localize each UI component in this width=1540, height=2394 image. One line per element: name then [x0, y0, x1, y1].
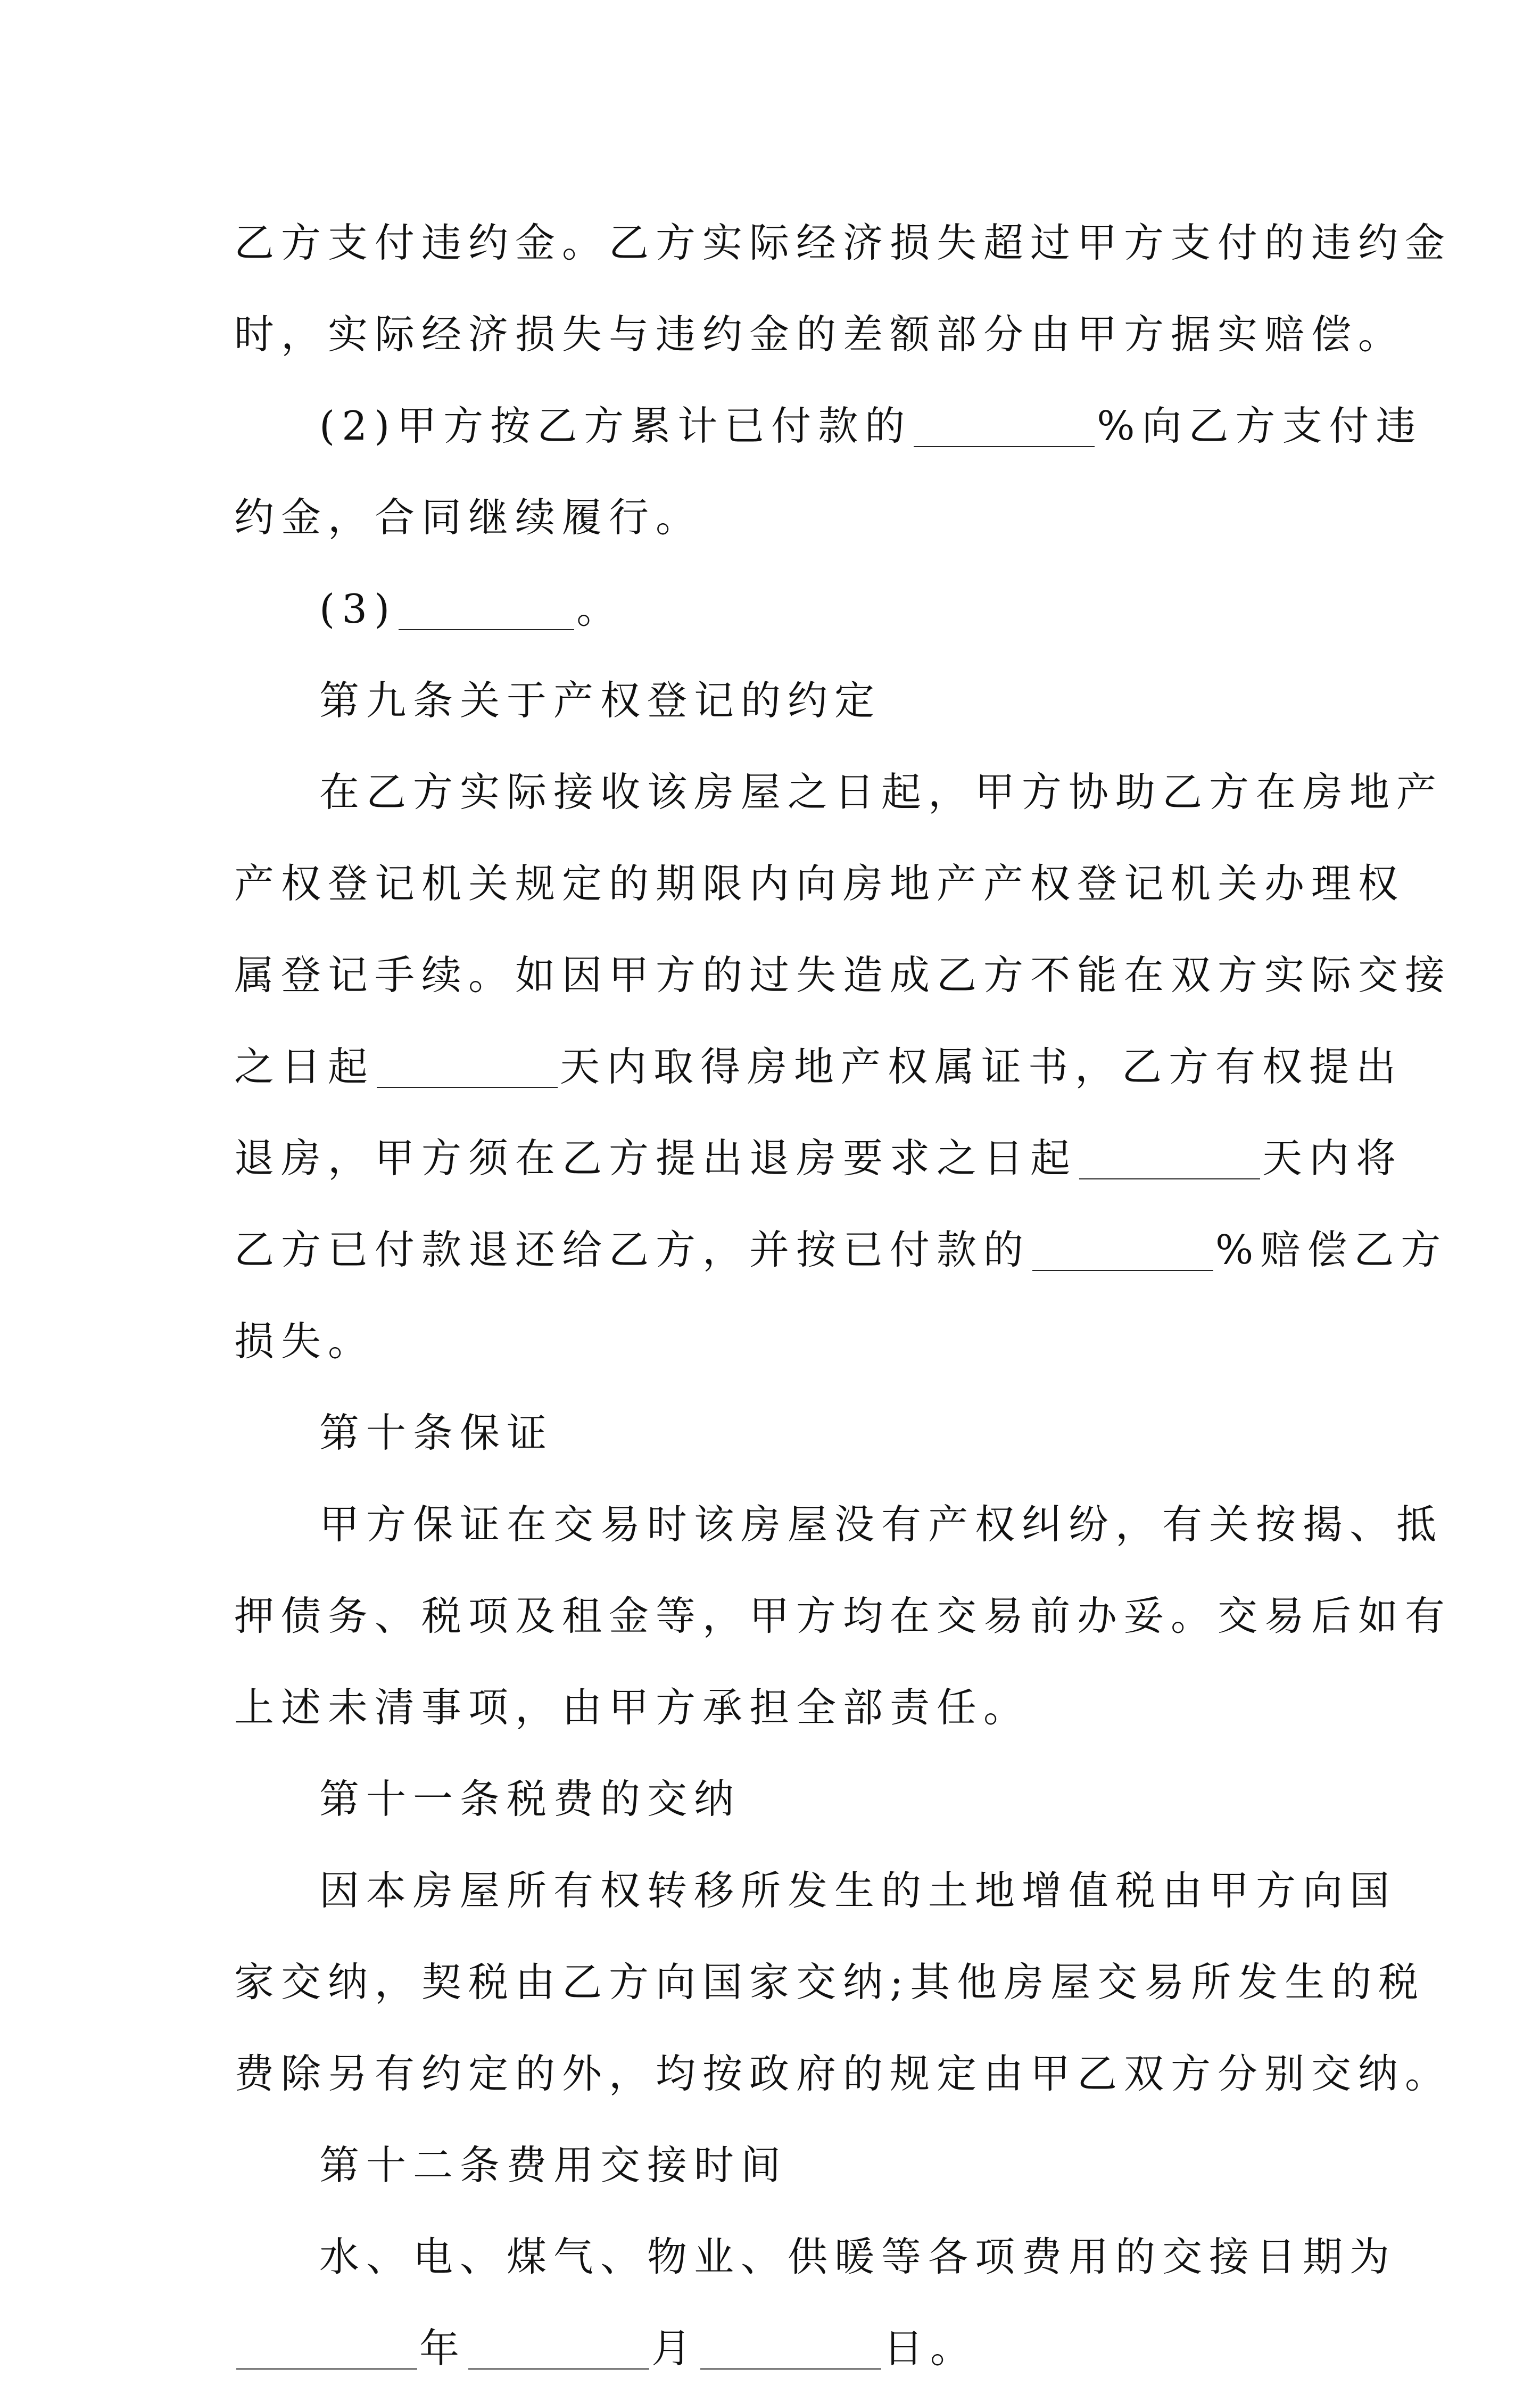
text-segment: 乙方已付款退还给乙方，并按已付款的: [234, 1226, 1031, 1273]
text-line: [234, 1845, 1397, 1936]
text-line: [234, 288, 1405, 380]
text-segment: 。: [576, 585, 624, 632]
fill-in-blank[interactable]: [399, 587, 574, 630]
text-segment: 因本房屋所有权转移所发生的土地增值税由甲方向国: [319, 1867, 1397, 1914]
text-segment: 第九条关于产权登记的约定: [319, 677, 882, 724]
text-segment: 时，实际经济损失与违约金的差额部分由甲方据实赔偿。: [234, 311, 1405, 358]
text-segment: 第十条保证: [319, 1409, 554, 1456]
text-line: [234, 1021, 1403, 1112]
text-segment: 在乙方实际接收该房屋之日起，甲方协助乙方在房地产: [319, 769, 1444, 815]
text-segment: 产权登记机关规定的期限内向房地产产权登记机关办理权: [234, 860, 1405, 907]
text-line: [234, 1479, 1444, 1570]
text-segment: 第十二条费用交接时间: [319, 2142, 788, 2189]
fill-in-blank-year[interactable]: [236, 2326, 417, 2370]
text-segment: %向乙方支付违: [1097, 402, 1423, 449]
text-segment: 上述未清事项，由甲方承担全部责任。: [234, 1684, 1031, 1731]
text-line: [234, 746, 1444, 838]
article-heading: [234, 1387, 1320, 1479]
date-line: [234, 2302, 1320, 2394]
text-segment: 损失。: [234, 1318, 375, 1365]
text-line: [234, 1112, 1403, 1204]
text-segment: 家交纳，契税由乙方向国家交纳;其他房屋交易所发生的税: [234, 1959, 1426, 2005]
text-segment: 月: [651, 2325, 699, 2372]
text-segment: 水、电、煤气、物业、供暖等各项费用的交接日期为: [319, 2233, 1397, 2280]
text-segment: %赔偿乙方: [1215, 1226, 1448, 1273]
text-line: [234, 838, 1405, 929]
text-segment: 第十一条税费的交纳: [319, 1776, 741, 1822]
text-segment: 之日起: [234, 1043, 375, 1090]
document-body: [234, 197, 1452, 2394]
text-line: [234, 380, 1423, 472]
text-segment: 年: [419, 2325, 467, 2372]
text-line: [234, 1570, 1452, 1662]
text-line: [234, 197, 1452, 288]
text-line: [234, 2028, 1452, 2119]
text-segment: 乙方支付违约金。乙方实际经济损失超过甲方支付的违约金: [234, 219, 1452, 266]
text-segment: 属登记手续。如因甲方的过失造成乙方不能在双方实际交接: [234, 952, 1452, 998]
article-heading: [234, 1753, 1320, 1845]
text-segment: (2)甲方按乙方累计已付款的: [319, 402, 912, 449]
text-segment: 甲方保证在交易时该房屋没有产权纠纷，有关按揭、抵: [319, 1501, 1444, 1548]
text-segment: 约金，合同继续履行。: [234, 494, 703, 541]
fill-in-blank[interactable]: [1032, 1227, 1213, 1271]
text-segment: 退房，甲方须在乙方提出退房要求之日起: [234, 1135, 1078, 1182]
text-line: [234, 2211, 1397, 2302]
text-segment: (3): [319, 585, 397, 632]
text-line: [234, 1204, 1448, 1295]
text-line: [234, 929, 1452, 1021]
article-heading: [234, 2119, 1320, 2211]
text-line: [234, 1662, 1320, 1753]
text-line: [234, 1295, 1320, 1387]
text-line: [234, 563, 1320, 655]
text-segment: 押债务、税项及租金等，甲方均在交易前办妥。交易后如有: [234, 1592, 1452, 1639]
fill-in-blank-day[interactable]: [700, 2326, 881, 2370]
fill-in-blank[interactable]: [377, 1044, 558, 1088]
text-segment: 费除另有约定的外，均按政府的规定由甲乙双方分别交纳。: [234, 2050, 1452, 2097]
text-segment: 天内取得房地产权属证书，乙方有权提出: [560, 1043, 1403, 1090]
article-heading: [234, 655, 1320, 746]
text-line: [234, 1936, 1426, 2028]
fill-in-blank-month[interactable]: [468, 2326, 649, 2370]
text-segment: 天内将: [1262, 1135, 1403, 1182]
fill-in-blank[interactable]: [1079, 1136, 1260, 1179]
text-segment: 日。: [883, 2325, 978, 2372]
fill-in-blank[interactable]: [914, 403, 1095, 447]
text-line: [234, 472, 1320, 563]
